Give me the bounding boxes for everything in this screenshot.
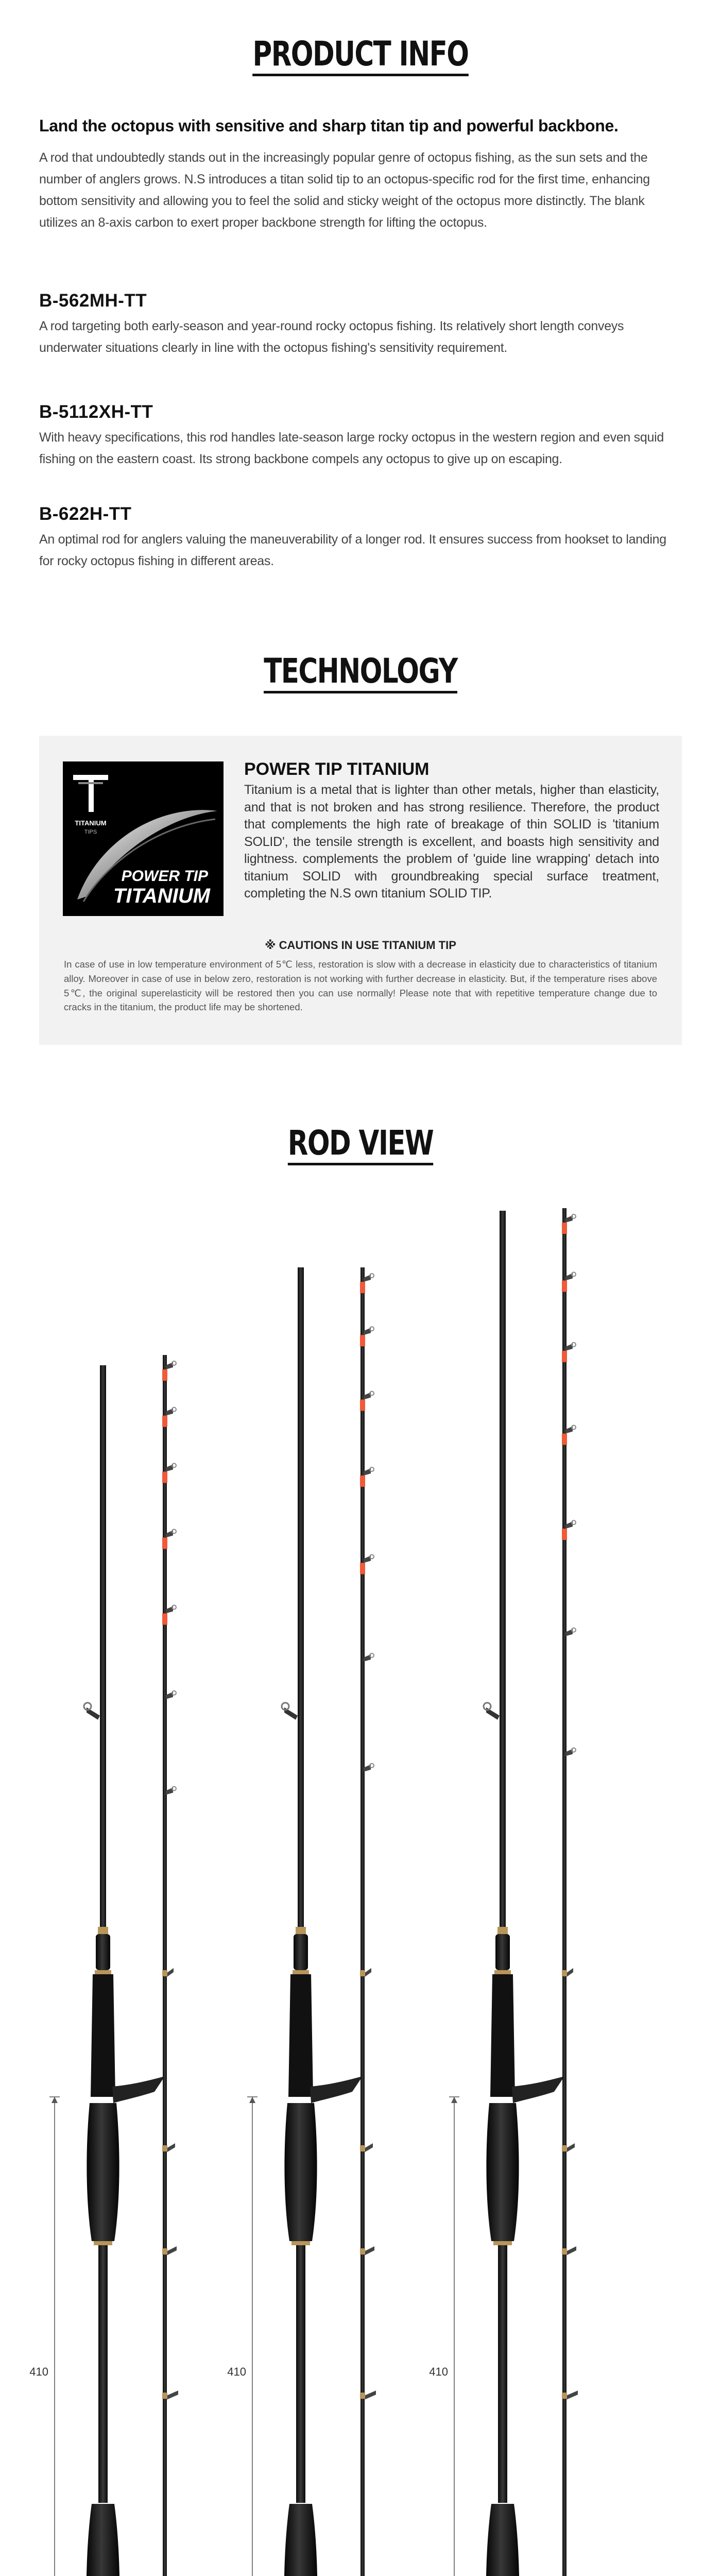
rod-tip-guide (566, 1968, 573, 1977)
rod-trigger (112, 2076, 165, 2103)
logo-top-sub-text: TIPS (84, 829, 97, 835)
rod-view-title: ROD VIEW (79, 1123, 642, 1165)
model-name: B-5112XH-TT (39, 402, 153, 422)
logo-line2-text: TITANIUM (113, 885, 210, 907)
rod-winding (162, 2145, 167, 2151)
rod-tip-guide (364, 2391, 376, 2400)
rod-winding (360, 2393, 365, 2399)
rod-winding (494, 1970, 511, 1974)
rod-winding (94, 2241, 112, 2245)
model-description: An optimal rod for anglers valuing the maneuverability of a longer rod. It ensures success from hookset to landing for rocky octopus fishing in different areas. (39, 532, 666, 568)
model-description: With heavy specifications, this rod handles late-season large rocky octopus in the western region and even squid fishing on the eastern coast. Its strong backbone compels any octopus to give up on escaping. (39, 430, 664, 466)
rod-tip-guide (566, 2246, 576, 2256)
rod-tip-guide (364, 2143, 373, 2153)
titanium-logo (63, 761, 224, 916)
rod-butt-grip (87, 2504, 120, 2576)
dimension-arrow (451, 2097, 457, 2103)
rod-reel-seat (490, 1974, 515, 2097)
rod-butt-grip (284, 2504, 318, 2576)
dimension-label: 410 (429, 2365, 448, 2378)
rod-group (227, 1267, 377, 2576)
rod-accent-wrap (360, 1282, 365, 1293)
model-block (39, 504, 683, 572)
rod-rear-grip (486, 2103, 519, 2241)
rod-foregrip (294, 1934, 308, 1970)
rod-winding (296, 1927, 306, 1934)
rod-accent-wrap (562, 1433, 567, 1445)
rod-trigger (512, 2076, 564, 2103)
rod-blank (98, 2245, 108, 2503)
dimension-label: 410 (29, 2365, 48, 2378)
rod-reel-seat (288, 1974, 313, 2097)
rod-winding (562, 2145, 567, 2151)
rod-tip-section (562, 1208, 566, 2576)
rod-reel-seat (91, 1974, 115, 2097)
rod-accent-wrap (162, 1416, 167, 1427)
rod-winding (360, 2145, 365, 2151)
logo-top-text: TITANIUM (75, 819, 107, 827)
rod-tip-guide (166, 2391, 178, 2400)
rod-winding (293, 1970, 309, 1974)
rod-tip-guide (364, 2246, 374, 2256)
rod-group (429, 1208, 578, 2576)
product-lead: Land the octopus with sensitive and sharp titan tip and powerful backbone. (39, 116, 619, 135)
rod-blank (500, 1211, 506, 1932)
dimension-label: 410 (227, 2365, 246, 2378)
rod-butt-grip (486, 2504, 520, 2576)
product-info-section (39, 116, 683, 233)
rod-winding (562, 1970, 567, 1976)
rod-accent-wrap (562, 1529, 567, 1540)
logo-line1-text: POWER TIP (121, 868, 208, 885)
rod-winding (360, 1970, 365, 1976)
rod-tip-guide (566, 2391, 578, 2400)
model-name: B-562MH-TT (39, 291, 147, 311)
rod-winding (162, 2393, 167, 2399)
rod-rear-grip (87, 2103, 119, 2241)
rod-tip-guide (364, 1968, 371, 1977)
rod-tip-guide (166, 2246, 177, 2256)
rod-tip-section (360, 1267, 365, 2576)
rod-blank (100, 1365, 106, 1932)
rod-accent-wrap (162, 1614, 167, 1625)
rod-winding (98, 1927, 108, 1934)
rod-winding (360, 2248, 365, 2255)
caution-body: In case of use in low temperature environment of 5℃ less, restoration is slow with a decrease in elasticity due to characteristics of titanium alloy. Moreover in case of use in below zero, restoration is not working with further decrease in elasticity. But, if the temperature rises above 5℃, the original superelasticity will be restored then you can use normally! Please note that with repetitive temperature change due to cracks in the titanium, the product life may be shortened. (64, 959, 657, 1013)
rod-winding (162, 1970, 167, 1976)
rod-winding (497, 1927, 508, 1934)
titanium-logo-graphic (63, 761, 224, 916)
model-block (39, 402, 683, 470)
rod-foregrip (495, 1934, 510, 1970)
rod-blank (298, 1267, 304, 1932)
rod-accent-wrap (360, 1335, 365, 1346)
rod-foregrip (96, 1934, 110, 1970)
rod-view-illustration (0, 1170, 721, 2576)
rod-accent-wrap (562, 1223, 567, 1234)
rod-tip-guide (166, 2143, 175, 2153)
technology-heading: POWER TIP TITANIUM (244, 759, 430, 779)
rod-blank (498, 2245, 507, 2503)
rod-winding (562, 2248, 567, 2255)
rod-rear-grip (284, 2103, 317, 2241)
rod-accent-wrap (162, 1471, 167, 1483)
rod-accent-wrap (562, 1280, 567, 1292)
rod-winding (562, 2393, 567, 2399)
rod-group (29, 1355, 178, 2576)
dimension-arrow (52, 2097, 58, 2103)
rod-winding (291, 2241, 310, 2245)
rod-accent-wrap (162, 1369, 167, 1381)
technology-body: Titanium is a metal that is lighter than other metals, higher than elasticity, and that is not broken and has strong resilience. Therefore, the product that complements the high rate of breakage of thin SOLID is 'titanium SOLID', the tensile strength is excellent, and boasts high sensitivity and lightness. complements the problem of 'guide line wrapping' detach into titanium SOLID with groundbreaking special surface treatment, completing the N.S own titanium SOLID TIP. (244, 783, 659, 901)
rod-tip-guide (566, 2143, 575, 2153)
rod-accent-wrap (360, 1563, 365, 1574)
rod-tip-guide (166, 1968, 174, 1977)
technology-box (39, 736, 682, 1045)
model-name: B-622H-TT (39, 504, 132, 524)
rod-accent-wrap (360, 1400, 365, 1411)
rod-winding (493, 2241, 512, 2245)
rod-blank (296, 2245, 305, 2503)
rod-winding (95, 1970, 111, 1974)
rod-trigger (310, 2076, 363, 2103)
technology-text (244, 759, 659, 903)
model-block (39, 291, 683, 359)
rod-winding (162, 2248, 167, 2255)
rod-accent-wrap (562, 1351, 567, 1362)
product-description: A rod that undoubtedly stands out in the increasingly popular genre of octopus fishing, as the sun sets and the number of anglers grows. N.S introduces a titan solid tip to an octopus-specific rod for the first time, enhancing bottom sensitivity and allowing you to feel the solid and sticky weight of the octopus more distinctly. The blank utilizes an 8-axis carbon to exert proper backbone strength for lifting the octopus. (39, 150, 650, 230)
model-description: A rod targeting both early-season and year-round rocky octopus fishing. Its relatively short length conveys underwater situations clearly in line with the octopus fishing's sensitivity requirement. (39, 319, 624, 355)
rod-accent-wrap (360, 1476, 365, 1487)
dimension-arrow (249, 2097, 255, 2103)
technology-title: TECHNOLOGY (79, 651, 642, 693)
rod-accent-wrap (162, 1537, 167, 1549)
caution-title: ※ CAUTIONS IN USE TITANIUM TIP (265, 939, 456, 952)
product-info-title: PRODUCT INFO (79, 34, 642, 76)
